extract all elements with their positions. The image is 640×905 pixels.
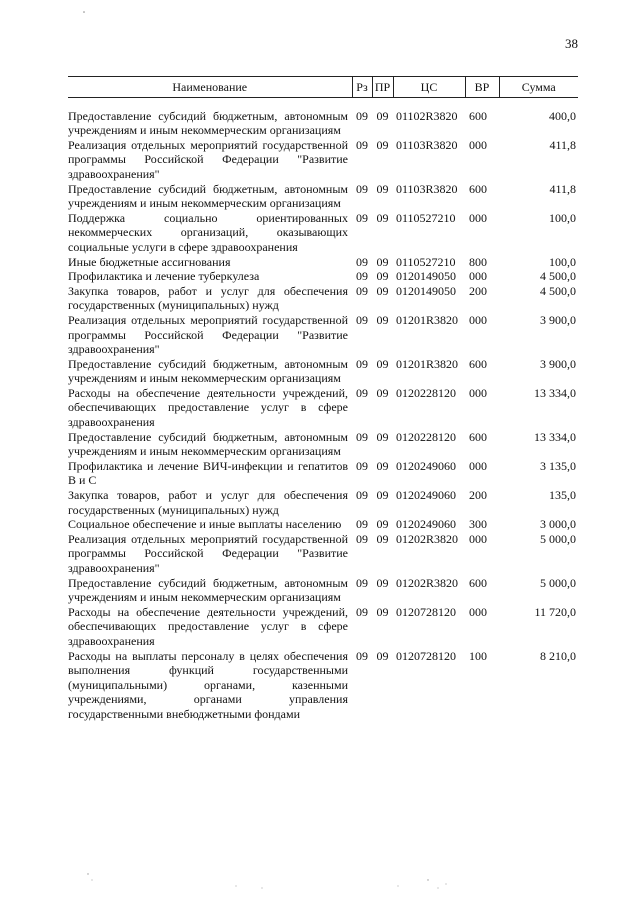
table-row	[68, 269, 578, 284]
cell-cs: 0120149050	[396, 269, 456, 284]
cell-pr: 09	[376, 604, 389, 619]
cell-pr: 09	[376, 137, 389, 152]
table-row	[68, 386, 578, 430]
cell-vr: 300	[469, 517, 487, 532]
cell-rz: 09	[356, 269, 368, 284]
cell-pr: 09	[376, 575, 389, 590]
cell-name: Расходы на выплаты персоналу в целях обеспечения выполнения функций государственными (муниципальными) органами, казенными учреждениями, органами управления государственными внебюджетными фондами	[68, 648, 348, 721]
cell-pr: 09	[376, 210, 389, 225]
table-row	[68, 430, 578, 459]
cell-pr: 09	[376, 648, 389, 663]
cell-pr: 09	[376, 356, 389, 371]
cell-pr: 09	[376, 312, 389, 327]
cell-pr: 09	[376, 108, 389, 123]
cell-cs: 0110527210	[396, 210, 456, 225]
cell-cs: 0120249060	[396, 488, 456, 503]
cell-name: Закупка товаров, работ и услуг для обеспечения государственных (муниципальных) нужд	[68, 283, 348, 313]
header-name: Наименование	[68, 77, 352, 98]
cell-name: Закупка товаров, работ и услуг для обеспечения государственных (муниципальных) нужд	[68, 488, 348, 517]
table-row	[68, 357, 578, 386]
cell-pr: 09	[376, 181, 389, 196]
cell-cs: 01202R3820	[396, 531, 459, 546]
cell-name: Предоставление субсидий бюджетным, автономным учреждениям и иным некоммерческим организациям	[68, 356, 348, 386]
table-row	[68, 284, 578, 313]
cell-name: Реализация отдельных мероприятий государственной программы Российской Федерации "Развитие здравоохранения"	[68, 531, 348, 575]
cell-cs: 01201R3820	[396, 356, 459, 371]
table-row	[68, 605, 578, 649]
table-row	[68, 182, 578, 211]
table-row	[68, 576, 578, 605]
page-number: 38	[565, 36, 578, 51]
header-sum: Сумма	[499, 77, 578, 98]
cell-vr: 600	[469, 108, 487, 123]
cell-cs: 0120728120	[396, 604, 456, 619]
cell-cs: 0120228120	[396, 385, 456, 400]
cell-name: Поддержка социально ориентированных некоммерческих организаций, оказывающих социальные услуги в сфере здравоохранения	[68, 210, 348, 254]
budget-table	[68, 76, 578, 722]
cell-pr: 09	[376, 458, 389, 473]
cell-cs: 01202R3820	[396, 575, 459, 590]
cell-pr: 09	[376, 283, 389, 298]
cell-vr: 800	[469, 254, 487, 269]
table-body	[68, 97, 578, 721]
cell-sum: 400,0	[549, 108, 576, 123]
table-row	[68, 459, 578, 488]
cell-rz: 09	[356, 108, 368, 123]
cell-vr: 600	[469, 181, 487, 196]
cell-pr: 09	[376, 385, 389, 400]
cell-pr: 09	[376, 517, 389, 532]
cell-name: Предоставление субсидий бюджетным, автономным учреждениям и иным некоммерческим организациям	[68, 108, 348, 138]
cell-name: Предоставление субсидий бюджетным, автономным учреждениям и иным некоммерческим организациям	[68, 429, 348, 459]
cell-name: Реализация отдельных мероприятий государственной программы Российской Федерации "Развитие здравоохранения"	[68, 312, 348, 357]
cell-name: Иные бюджетные ассигнования	[68, 254, 231, 269]
table-row	[68, 517, 578, 532]
cell-vr: 600	[469, 429, 487, 444]
cell-vr: 000	[469, 604, 487, 619]
cell-sum: 3 135,0	[540, 458, 576, 473]
cell-vr: 000	[469, 269, 487, 284]
cell-pr: 09	[376, 269, 389, 284]
table-row	[68, 488, 578, 517]
cell-vr: 000	[469, 385, 487, 400]
cell-rz: 09	[356, 517, 368, 532]
cell-cs: 0120149050	[396, 283, 456, 298]
table-row	[68, 97, 578, 138]
cell-vr: 000	[469, 137, 487, 152]
cell-rz: 09	[356, 137, 368, 152]
cell-sum: 3 000,0	[540, 517, 576, 532]
cell-vr: 000	[469, 312, 487, 327]
cell-sum: 5 000,0	[540, 575, 576, 590]
cell-name: Предоставление субсидий бюджетным, автономным учреждениям и иным некоммерческим организациям	[68, 181, 348, 211]
cell-sum: 411,8	[549, 181, 576, 196]
cell-vr: 200	[469, 488, 487, 503]
table-row	[68, 138, 578, 182]
cell-vr: 600	[469, 575, 487, 590]
header-cs: ЦС	[393, 77, 465, 98]
cell-sum: 100,0	[549, 210, 576, 225]
table-row	[68, 649, 578, 722]
cell-name: Предоставление субсидий бюджетным, автономным учреждениям и иным некоммерческим организациям	[68, 575, 348, 605]
cell-vr: 100	[469, 648, 487, 663]
cell-sum: 411,8	[549, 137, 576, 152]
cell-name: Реализация отдельных мероприятий государственной программы Российской Федерации "Развитие здравоохранения"	[68, 137, 348, 181]
cell-sum: 4 500,0	[540, 283, 576, 298]
cell-name: Социальное обеспечение и иные выплаты населению	[68, 517, 342, 532]
cell-sum: 3 900,0	[540, 312, 576, 327]
cell-vr: 000	[469, 531, 487, 546]
header-rz: Рз	[352, 77, 372, 98]
cell-sum: 13 334,0	[534, 429, 576, 444]
cell-cs: 0120249060	[396, 458, 456, 473]
cell-rz: 09	[356, 181, 368, 196]
cell-name: Расходы на обеспечение деятельности учреждений, обеспечивающих предоставление услуг в сфере здравоохранения	[68, 604, 348, 648]
cell-name: Расходы на обеспечение деятельности учреждений, обеспечивающих предоставление услуг в сфере здравоохранения	[68, 385, 348, 430]
cell-cs: 0120249060	[396, 517, 456, 532]
table-header	[68, 77, 578, 98]
cell-sum: 100,0	[549, 254, 576, 269]
cell-rz: 09	[356, 385, 368, 400]
cell-vr: 600	[469, 356, 487, 371]
cell-pr: 09	[376, 531, 389, 546]
cell-sum: 5 000,0	[540, 531, 576, 546]
cell-rz: 09	[356, 575, 368, 590]
cell-sum: 13 334,0	[534, 385, 576, 400]
cell-cs: 01103R3820	[396, 181, 458, 196]
cell-rz: 09	[356, 604, 368, 619]
cell-rz: 09	[356, 312, 368, 327]
cell-vr: 000	[469, 210, 487, 225]
cell-cs: 0110527210	[396, 254, 456, 269]
cell-sum: 8 210,0	[540, 648, 576, 663]
cell-name: Профилактика и лечение ВИЧ-инфекции и гепатитов B и C	[68, 458, 348, 488]
cell-rz: 09	[356, 283, 368, 298]
cell-rz: 09	[356, 531, 368, 546]
cell-rz: 09	[356, 210, 368, 225]
header-row	[68, 77, 578, 98]
cell-vr: 000	[469, 458, 487, 473]
cell-pr: 09	[376, 488, 389, 503]
table-row	[68, 313, 578, 357]
cell-name: Профилактика и лечение туберкулеза	[68, 269, 260, 284]
cell-sum: 3 900,0	[540, 356, 576, 371]
cell-cs: 0120228120	[396, 429, 456, 444]
cell-cs: 0120728120	[396, 648, 456, 663]
table-row	[68, 211, 578, 255]
cell-sum: 4 500,0	[540, 269, 576, 284]
cell-cs: 01103R3820	[396, 137, 458, 152]
header-vr: ВР	[465, 77, 499, 98]
cell-rz: 09	[356, 429, 368, 444]
table-row	[68, 255, 578, 270]
cell-sum: 135,0	[549, 488, 576, 503]
cell-vr: 200	[469, 283, 487, 298]
cell-rz: 09	[356, 254, 368, 269]
cell-rz: 09	[356, 458, 368, 473]
header-pr: ПР	[372, 77, 393, 98]
cell-pr: 09	[376, 429, 389, 444]
cell-pr: 09	[376, 254, 389, 269]
cell-cs: 01201R3820	[396, 312, 459, 327]
cell-rz: 09	[356, 356, 368, 371]
cell-rz: 09	[356, 488, 368, 503]
cell-rz: 09	[356, 648, 368, 663]
table-row	[68, 532, 578, 576]
cell-cs: 01102R3820	[396, 108, 458, 123]
cell-sum: 11 720,0	[534, 604, 576, 619]
